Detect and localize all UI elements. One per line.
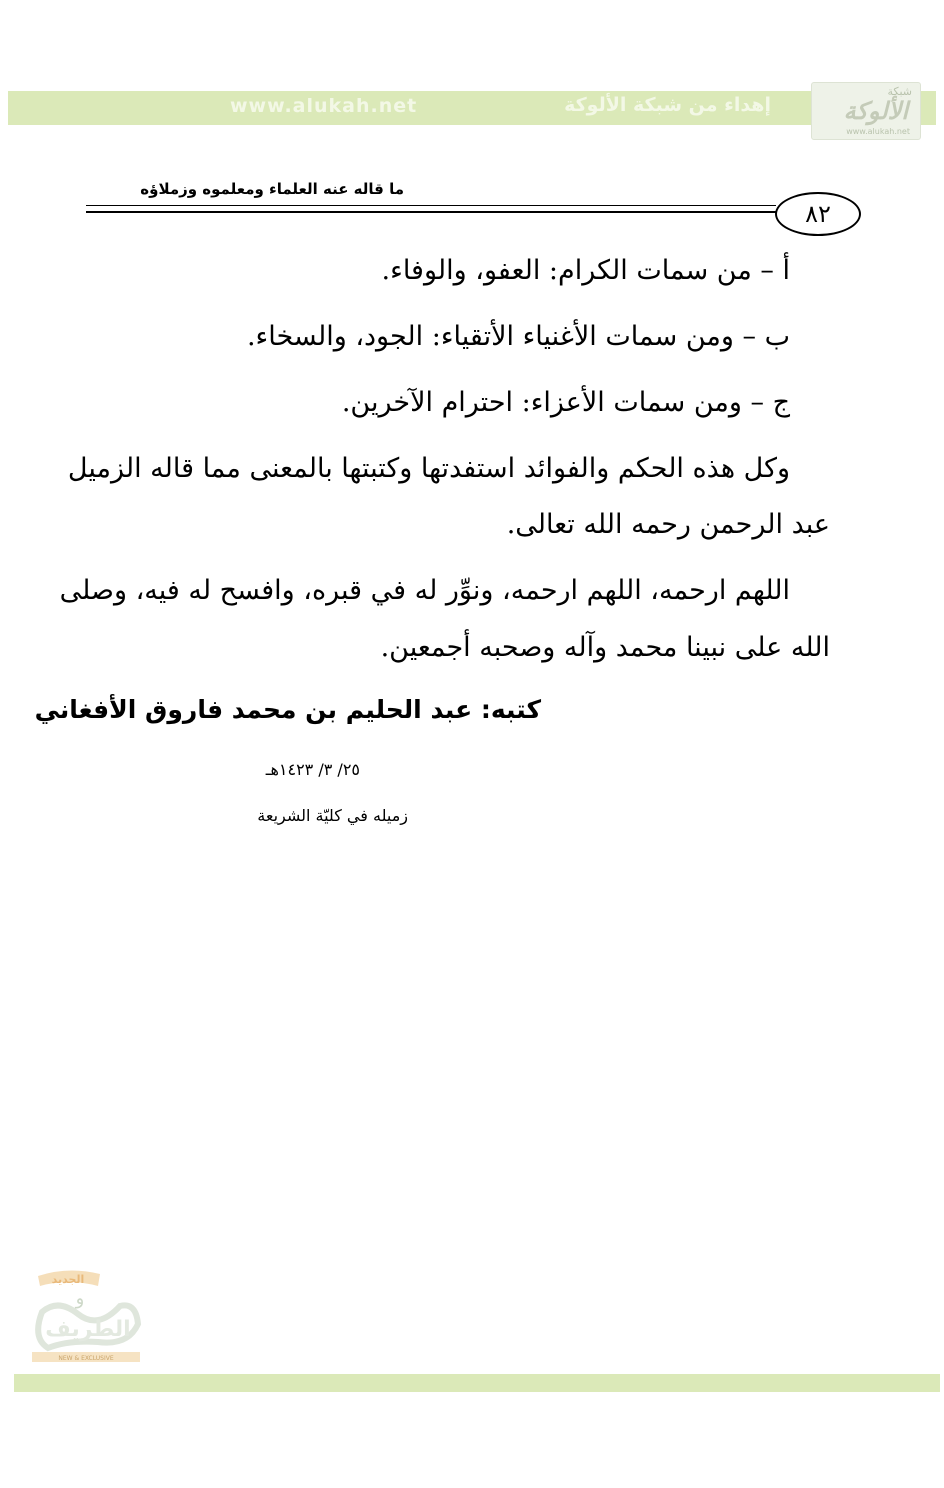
body-line-4: وكل هذه الحكم والفوائد استفدتها وكتبتها بالمعنى مما قاله الزميل [67,453,790,484]
footer-band [14,1374,940,1392]
site-url[interactable]: www.alukah.net [230,95,418,117]
header-rule-thick [86,211,776,213]
header-band [8,91,936,125]
new-exclusive-stamp [28,1262,144,1364]
logo-url: www.alukah.net [846,127,910,136]
stamp-top-text: الجديد [51,1273,85,1286]
signature-role: زميله في كليّة الشريعة [257,806,408,825]
header-rule [86,205,776,206]
stamp-mid-text: و [75,1288,85,1309]
stamp-main-text: الطريف [45,1317,131,1342]
body-line-3: ج – ومن سمات الأعزاء: احترام الآخرين. [341,387,790,418]
logo-small-text: شبكة [887,85,912,98]
alukah-logo[interactable] [811,82,921,140]
body-line-7: الله على نبينا محمد وآله وصحبه أجمعين. [380,632,830,663]
body-line-2: ب – ومن سمات الأغنياء الأتقياء: الجود، والسخاء. [246,321,790,352]
body-line-1: أ – من سمات الكرام: العفو، والوفاء. [381,255,790,286]
body-line-5: عبد الرحمن رحمه الله تعالى. [506,509,830,540]
running-title: ما قاله عنه العلماء ومعلموه وزملاؤه [140,180,404,198]
page-number: ٨٢ [775,192,861,236]
logo-title: الألوكة [843,97,908,125]
signature-date: ٢٥/ ٣/ ١٤٢٣هـ [265,760,360,779]
signature-author: كتبه: عبد الحليم بن محمد فاروق الأفغاني [34,695,541,724]
body-line-6: اللهم ارحمه، اللهم ارحمه، ونوِّر له في قبره، وافسح له فيه، وصلى [59,575,790,606]
stamp-small-text: NEW & EXCLUSIVE [58,1355,114,1362]
gift-text: إهداء من شبكة الألوكة [564,94,771,116]
